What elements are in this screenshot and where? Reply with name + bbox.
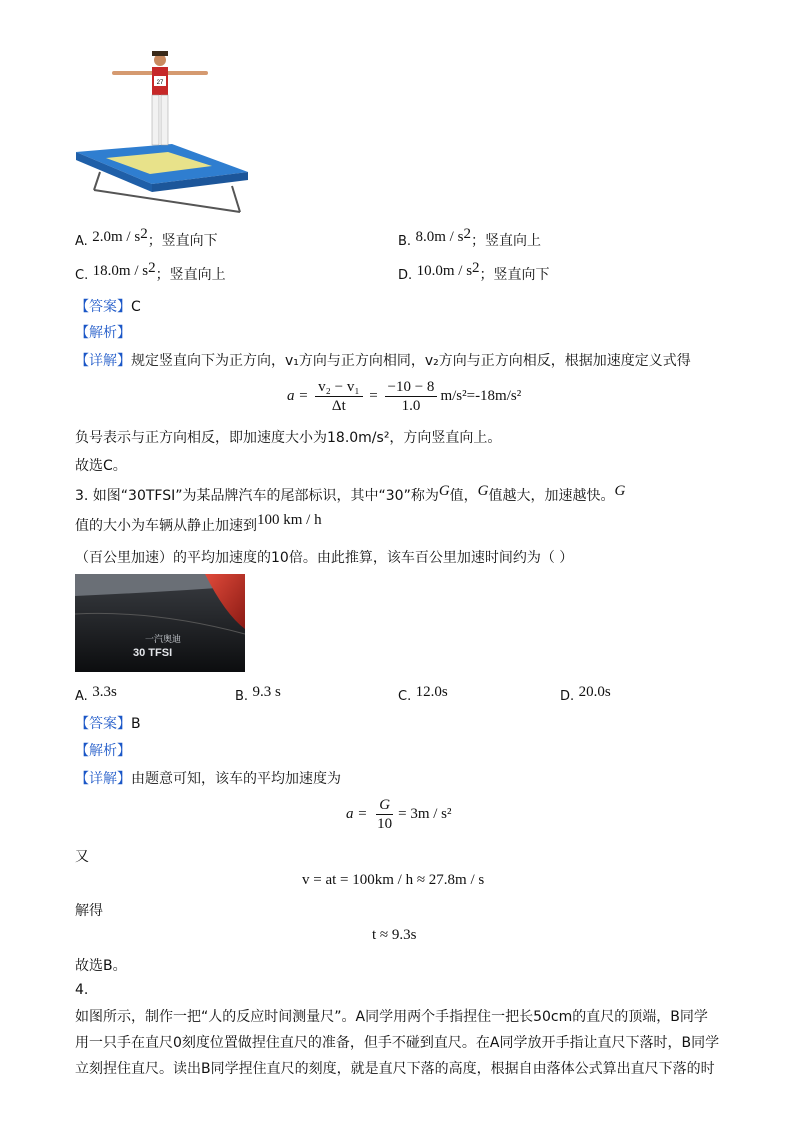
car-badge-photo bbox=[75, 574, 245, 672]
badge-model: 30 TFSI bbox=[133, 647, 173, 659]
athlete bbox=[112, 51, 208, 145]
q2-answer: 【答案】C bbox=[75, 299, 141, 315]
q3-you: 又 bbox=[75, 849, 89, 865]
q3-formula2: v = at = 100km / h ≈ 27.8m / s bbox=[302, 872, 485, 888]
q3-analysis-label: 【解析】 bbox=[75, 743, 131, 759]
q3-stem-line1: 3. 如图“30TFSI”为某品牌汽车的尾部标识，其中“30”称为G值，G值越大，加速越快。G bbox=[75, 483, 626, 504]
q4-line3: 立刻捏住直尺。读出B同学捏住直尺的刻度，就是直尺下落的高度，根据自由落体公式算出直尺下落的时 bbox=[75, 1061, 715, 1077]
q2-option-b[interactable]: B. 8.0m / s2；竖直向上 bbox=[398, 226, 541, 249]
q3-detail: 【详解】由题意可知，该车的平均加速度为 bbox=[75, 771, 341, 787]
q3-stem-line3: （百公里加速）的平均加速度的10倍。由此推算，该车百公里加速时间约为（ ） bbox=[75, 550, 574, 566]
q3-formula1: a = $\frac{G}{10}$ = 3m / s² bbox=[346, 797, 452, 832]
q2-option-a[interactable]: A. 2.0m / s2；竖直向下 bbox=[75, 226, 218, 249]
q3-option-b[interactable]: B. 9.3 s bbox=[235, 684, 281, 704]
q3-formula3: t ≈ 9.3s bbox=[372, 927, 417, 943]
q3-jiede: 解得 bbox=[75, 903, 103, 919]
q2-conclusion: 故选C。 bbox=[75, 458, 127, 474]
q2-option-d[interactable]: D. 10.0m / s2；竖直向下 bbox=[398, 260, 550, 283]
q4-line2: 用一只手在直尺0刻度位置做捏住直尺的准备，但手不碰到直尺。在A同学放开手指让直尺下落时，B同学 bbox=[75, 1035, 720, 1051]
q3-option-a[interactable]: A. 3.3s bbox=[75, 684, 117, 704]
q3-stem-line2: 值的大小为车辆从静止加速到100 km / h bbox=[75, 512, 322, 534]
q3-conclusion: 故选B。 bbox=[75, 958, 127, 974]
q4-line1: 如图所示，制作一把“人的反应时间测量尺”。A同学用两个手指捏住一把长50cm的直尺的顶端，B同学 bbox=[75, 1009, 708, 1025]
q4-number: 4. bbox=[75, 982, 89, 998]
q3-option-c[interactable]: C. 12.0s bbox=[398, 684, 448, 704]
svg-text:27: 27 bbox=[156, 80, 164, 86]
q2-detail: 【详解】规定竖直向下为正方向，v₁方向与正方向相同，v₂方向与正方向相反，根据加速度定义式得 bbox=[75, 353, 691, 369]
q2-analysis-label: 【解析】 bbox=[75, 325, 131, 341]
q2-formula: a = $\frac{\text{v₂ − v₁}}{\Delta t}$ = $\frac{-10 - 8}{1.0}$ m/s²=-18m/s² bbox=[287, 379, 522, 414]
q3-answer: 【答案】B bbox=[75, 716, 141, 732]
trampoline-figure bbox=[72, 48, 252, 220]
q3-option-d[interactable]: D. 20.0s bbox=[560, 684, 611, 704]
badge-brand: 一汽奥迪 bbox=[145, 635, 182, 645]
q2-option-c[interactable]: C. 18.0m / s2；竖直向上 bbox=[75, 260, 226, 283]
q2-after-text: 负号表示与正方向相反，即加速度大小为18.0m/s²，方向竖直向上。 bbox=[75, 430, 502, 446]
